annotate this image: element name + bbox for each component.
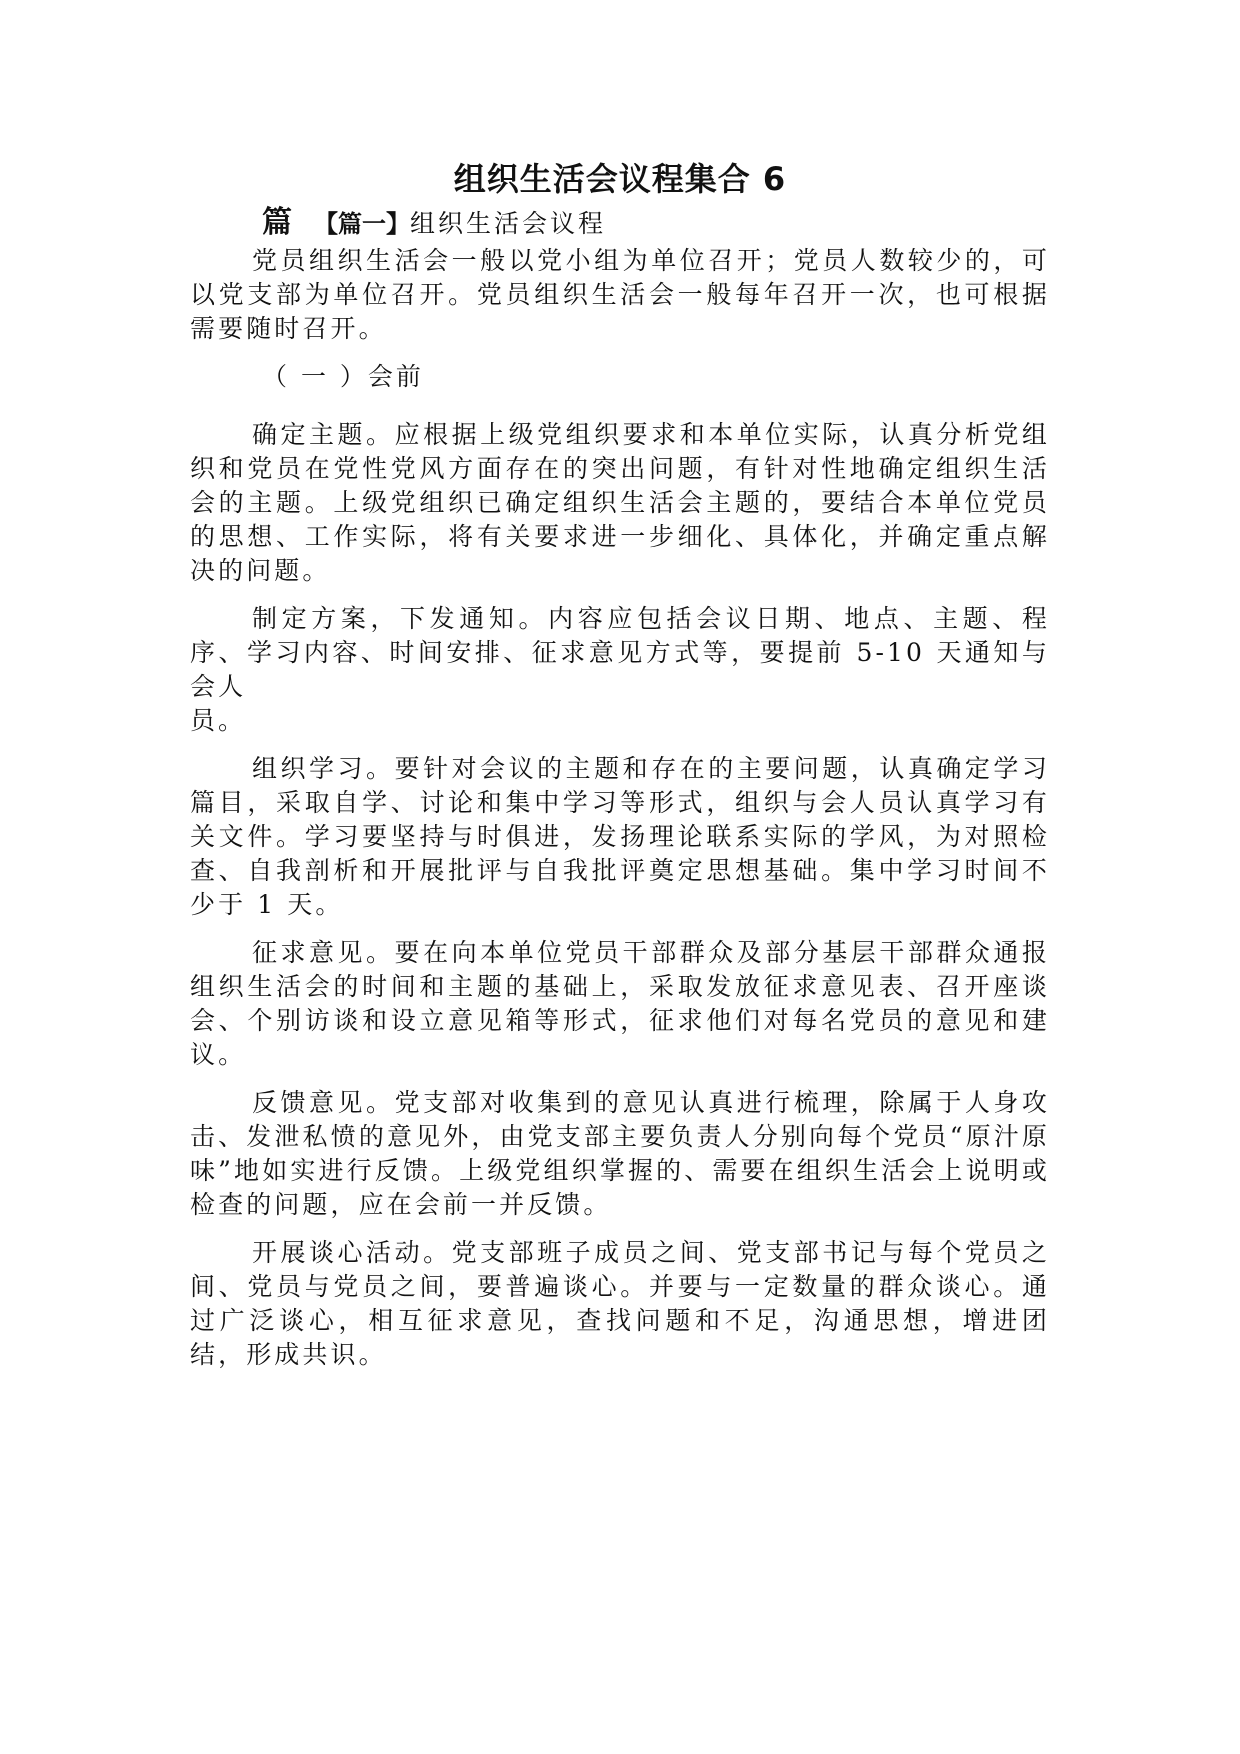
intro-paragraph: 党员组织生活会一般以党小组为单位召开；党员人数较少的，可以党支部为单位召开。党员组织生活会一般每年召开一次，也可根据需要随时召开。 (190, 246, 1050, 343)
paragraph-make-plan-tail: 员。 (190, 706, 247, 735)
paragraph-determine-theme: 确定主题。应根据上级党组织要求和本单位实际，认真分析党组织和党员在党性党风方面存在的突出问题，有针对性地确定组织生活会的主题。上级党组织已确定组织生活会主题的，要结合本单位党员的思想、工作实际，将有关要求进一步细化、具体化，并确定重点解决的问题。 (190, 420, 1050, 585)
subheading-before-meeting: （ 一 ）会前 (262, 362, 424, 391)
section-tag: 【篇一】 (314, 210, 410, 238)
paragraph-feedback: 反馈意见。党支部对收集到的意见认真进行梳理，除属于人身攻击、发泄私愤的意见外，由党支部主要负责人分别向每个党员“原汁原味”地如实进行反馈。上级党组织掌握的、需要在组织生活会上说明或检查的问题，应在会前一并反馈。 (190, 1088, 1050, 1219)
section-marker: 篇 (262, 205, 292, 240)
paragraph-organize-study: 组织学习。要针对会议的主题和存在的主要问题，认真确定学习篇目，采取自学、讨论和集中学习等形式，组织与会人员认真学习有关文件。学习要坚持与时俱进，发扬理论联系实际的学风，为对照检查、自我剖析和开展批评与自我批评奠定思想基础。集中学习时间不少于 1 天。 (190, 754, 1050, 919)
section-heading-text: 组织生活会议程 (410, 209, 607, 238)
paragraph-make-plan: 制定方案，下发通知。内容应包括会议日期、地点、主题、程序、学习内容、时间安排、征求意见方式等，要提前 5-10 天通知与会人 (190, 604, 1050, 701)
section-heading (262, 206, 606, 241)
document-body (190, 244, 1050, 1386)
document-title: 组织生活会议程集合 6 (453, 160, 787, 198)
paragraph-solicit-opinions: 征求意见。要在向本单位党员干部群众及部分基层干部群众通报组织生活会的时间和主题的基础上，采取发放征求意见表、召开座谈会、个别访谈和设立意见箱等形式，征求他们对每名党员的意见和建议。 (190, 938, 1050, 1069)
paragraph-heart-to-heart: 开展谈心活动。党支部班子成员之间、党支部书记与每个党员之间、党员与党员之间，要普遍谈心。并要与一定数量的群众谈心。通过广泛谈心，相互征求意见，查找问题和不足，沟通思想，增进团结，形成共识。 (190, 1238, 1050, 1369)
